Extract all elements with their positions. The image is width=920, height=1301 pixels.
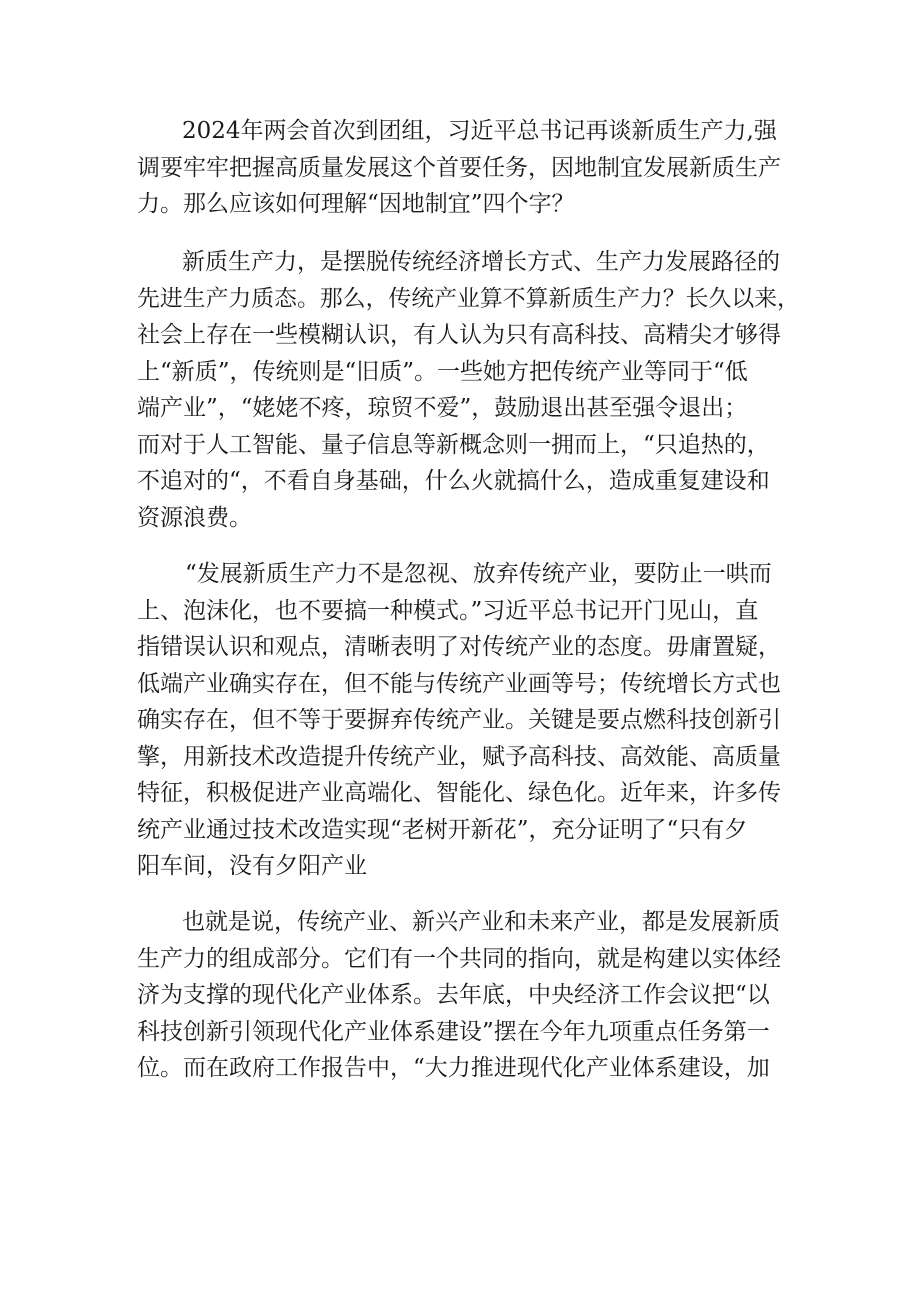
paragraph-3-line-3: 指错误认识和观点，清晰表明了对传统产业的态度。毋庸置疑， <box>137 634 781 660</box>
paragraph-4-line-5: 位。而在政府工作报告中，“大力推进现代化产业体系建设，加 <box>137 1055 770 1081</box>
paragraph-3-line-4: 低端产业确实存在，但不能与传统产业画等号；传统增长方式也 <box>137 671 781 697</box>
paragraph-3-line-6: 擎，用新技术改造提升传统产业，赋予高科技、高效能、高质量 <box>137 744 781 770</box>
paragraph-3-line-7: 特征，积极促进产业高端化、智能化、绿色化。近年来，许多传 <box>137 780 781 806</box>
paragraph-2-line-2: 先进生产力质态。那么，传统产业算不算新质生产力？长久以来， <box>137 286 800 312</box>
paragraph-3-line-2: 上、泡沫化，也不要搞一种模式。”习近平总书记开门见山，直 <box>137 598 759 624</box>
paragraph-2-line-8: 资源浪费。 <box>137 505 252 531</box>
paragraph-3-line-1: “发展新质生产力不是忽视、放弃传统产业，要防止一哄而 <box>185 561 772 587</box>
paragraph-2-line-7: 不追对的“，不看自身基础，什么火就搞什么，造成重复建设和 <box>137 468 770 494</box>
paragraph-4-line-2: 生产力的组成部分。它们有一个共同的指向，就是构建以实体经 <box>137 946 781 972</box>
paragraph-4-line-4: 科技创新引领现代化产业体系建设”摆在今年九项重点任务第一 <box>137 1019 770 1045</box>
paragraph-4-line-1: 也就是说，传统产业、新兴产业和未来产业，都是发展新质 <box>182 909 780 935</box>
paragraph-3-line-9: 阳车间，没有夕阳产业 <box>137 853 367 879</box>
paragraph-1-line-2: 调要牢牢把握高质量发展这个首要任务，因地制宜发展新质生产 <box>137 155 781 181</box>
paragraph-4-line-3: 济为支撑的现代化产业体系。去年底，中央经济工作会议把“以 <box>137 982 770 1008</box>
paragraph-2-line-4: 上“新质”，传统则是“旧质”。一些她方把传统产业等同于“低 <box>137 359 748 385</box>
paragraph-2-line-3: 社会上存在一些模糊认识，有人认为只有高科技、高精尖才够得 <box>137 322 781 348</box>
paragraph-1-line-1: 2024年两会首次到团组，习近平总书记再谈新质生产力,强 <box>182 118 777 144</box>
paragraph-2-line-5: 端产业”，“姥姥不疼，琼贸不爱”，鼓励退出甚至强令退出； <box>137 395 748 421</box>
paragraph-2-line-6: 而对于人工智能、量子信息等新概念则一拥而上，“只追热的， <box>137 432 770 458</box>
paragraph-2-line-1: 新质生产力，是摆脱传统经济增长方式、生产力发展路径的 <box>182 249 780 275</box>
paragraph-3-line-8: 统产业通过技术改造实现“老树开新花”，充分证明了“只有夕 <box>137 817 748 843</box>
paragraph-1-line-3: 力。那么应该如何理解“因地制宜”四个字？ <box>137 191 575 217</box>
paragraph-3-line-5: 确实存在，但不等于要摒弃传统产业。关键是要点燃科技创新引 <box>137 707 781 733</box>
